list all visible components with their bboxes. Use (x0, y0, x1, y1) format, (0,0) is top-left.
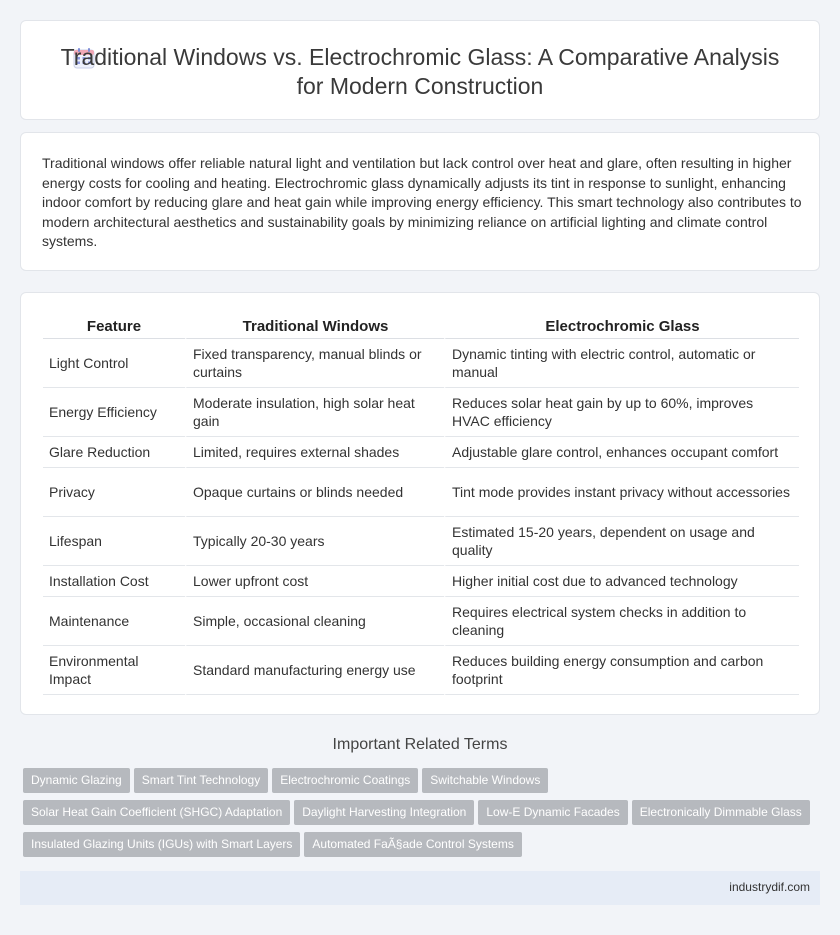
feature-cell: Installation Cost (43, 566, 185, 597)
table-row (43, 517, 799, 566)
title-card (20, 20, 820, 120)
electrochromic-cell: Adjustable glare control, enhances occupant comfort (444, 437, 799, 468)
tag-daylight-harvesting[interactable]: Daylight Harvesting Integration (294, 800, 474, 825)
electrochromic-cell: Requires electrical system checks in addition to cleaning (444, 597, 799, 646)
header-electrochromic-glass: Electrochromic Glass (444, 316, 799, 339)
table-header-row (43, 316, 799, 339)
tag-automated-facade-control[interactable]: Automated FaÃ§ade Control Systems (304, 832, 521, 857)
traditional-cell: Lower upfront cost (185, 566, 444, 597)
header-feature: Feature (43, 316, 185, 339)
tag-electronically-dimmable-glass[interactable]: Electronically Dimmable Glass (632, 800, 810, 825)
traditional-cell: Simple, occasional cleaning (185, 597, 444, 646)
electrochromic-cell: Estimated 15-20 years, dependent on usage and quality (444, 517, 799, 566)
tag-smart-tint-technology[interactable]: Smart Tint Technology (134, 768, 269, 793)
feature-cell: Energy Efficiency (43, 388, 185, 437)
tag-low-e-dynamic-facades[interactable]: Low-E Dynamic Facades (478, 800, 627, 825)
electrochromic-cell: Dynamic tinting with electric control, automatic or manual (444, 339, 799, 388)
comparison-table (43, 316, 799, 695)
related-terms-heading: Important Related Terms (332, 736, 508, 753)
feature-cell: Light Control (43, 339, 185, 388)
table-row (43, 437, 799, 468)
header-traditional-windows: Traditional Windows (185, 316, 444, 339)
table-row (43, 339, 799, 388)
tag-electrochromic-coatings[interactable]: Electrochromic Coatings (272, 768, 418, 793)
related-terms-list (23, 768, 823, 864)
footer (20, 871, 820, 905)
traditional-cell: Typically 20-30 years (185, 517, 444, 566)
tag-switchable-windows[interactable]: Switchable Windows (422, 768, 548, 793)
traditional-cell: Fixed transparency, manual blinds or curtains (185, 339, 444, 388)
feature-cell: Privacy (43, 468, 185, 517)
traditional-cell: Standard manufacturing energy use (185, 646, 444, 695)
footer-site-link[interactable]: industrydif.com (729, 880, 810, 894)
electrochromic-cell: Reduces building energy consumption and carbon footprint (444, 646, 799, 695)
intro-paragraph: Traditional windows offer reliable natural light and ventilation but lack control over heat and glare, often resulting in higher energy costs for cooling and heating. Electrochromic glass dynamically adjusts its tint in response to sunlight, enhancing indoor comfort by reducing glare and heat gain while improving energy efficiency. This smart technology also contributes to modern architectural aesthetics and sustainability goals by minimizing reliance on artificial lighting and climate control systems. (42, 155, 802, 250)
intro-card (20, 132, 820, 271)
electrochromic-cell: Reduces solar heat gain by up to 60%, improves HVAC efficiency (444, 388, 799, 437)
feature-cell: Maintenance (43, 597, 185, 646)
feature-cell: Environmental Impact (43, 646, 185, 695)
table-row (43, 597, 799, 646)
electrochromic-cell: Higher initial cost due to advanced technology (444, 566, 799, 597)
traditional-cell: Moderate insulation, high solar heat gain (185, 388, 444, 437)
page-title: Traditional Windows vs. Electrochromic Glass: A Comparative Analysis for Modern Construction (60, 44, 780, 99)
comparison-table-card (20, 292, 820, 715)
tag-insulated-glazing-units[interactable]: Insulated Glazing Units (IGUs) with Smart Layers (23, 832, 300, 857)
table-row (43, 566, 799, 597)
tag-dynamic-glazing[interactable]: Dynamic Glazing (23, 768, 130, 793)
tag-shgc-adaptation[interactable]: Solar Heat Gain Coefficient (SHGC) Adaptation (23, 800, 290, 825)
table-row (43, 388, 799, 437)
table-row (43, 468, 799, 517)
traditional-cell: Opaque curtains or blinds needed (185, 468, 444, 517)
traditional-cell: Limited, requires external shades (185, 437, 444, 468)
table-row (43, 646, 799, 695)
feature-cell: Lifespan (43, 517, 185, 566)
feature-cell: Glare Reduction (43, 437, 185, 468)
electrochromic-cell: Tint mode provides instant privacy without accessories (444, 468, 799, 517)
